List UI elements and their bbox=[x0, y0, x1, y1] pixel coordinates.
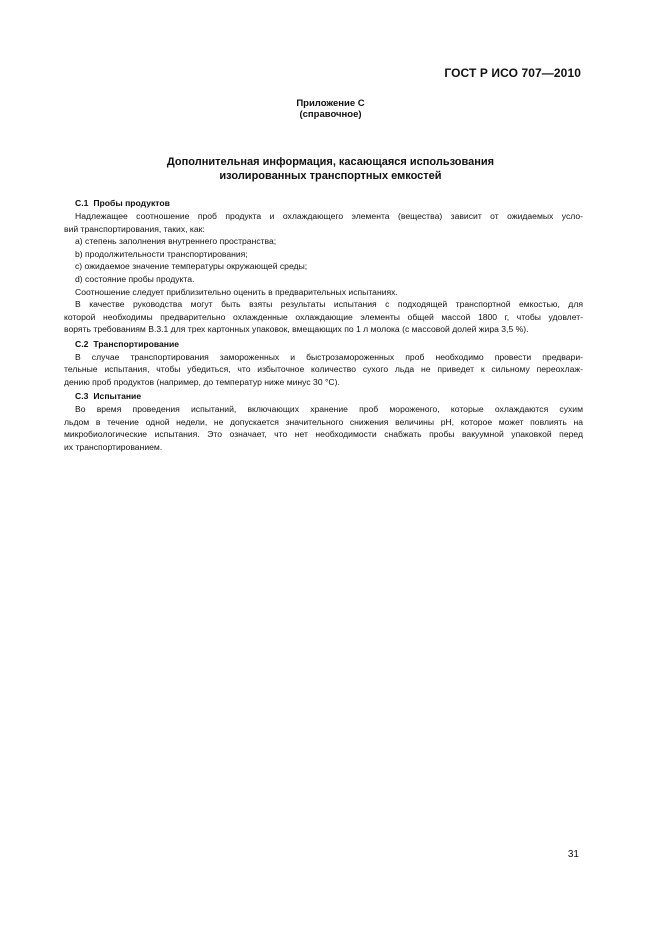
document-title-line-1: Дополнительная информация, касающаяся использования bbox=[166, 156, 495, 168]
text-line: Во время проведения испытаний, включающих хранение проб мороженого, которые охлаждаются сухим bbox=[75, 404, 583, 414]
text-line: Надлежащее соотношение проб продукта и охлаждающего элемента (вещества) зависит от ожидаемых усло- bbox=[75, 211, 583, 222]
annex-subtitle: (справочное) bbox=[299, 109, 362, 120]
text-line: Соотношение следует приблизительно оценить в предварительных испытаниях. bbox=[75, 286, 398, 297]
text-line: льдом в течение одной недели, не допускается значительного снижения величины pH, которое может повлиять на bbox=[64, 416, 583, 427]
section-title: Транспортирование bbox=[93, 338, 180, 349]
document-title-line-2: изолированных транспортных емкостей bbox=[219, 170, 442, 182]
paragraph bbox=[64, 298, 583, 336]
text-line: ворять требованиям В.3.1 для трех картонных упаковок, вмещающих по 1 л молока (с массовой долей жира 3,5 %). bbox=[64, 324, 529, 335]
text-line: вий транспортирования, таких, как: bbox=[64, 223, 205, 234]
page-number: 31 bbox=[567, 849, 579, 860]
paragraph bbox=[64, 210, 583, 235]
section-number: С.1 bbox=[75, 198, 89, 208]
list-item: b) продолжительности транспортирования; bbox=[75, 248, 248, 259]
section-title: Пробы продуктов bbox=[93, 198, 170, 208]
standard-code: ГОСТ Р ИСО 707—2010 bbox=[444, 66, 581, 80]
annex-heading bbox=[0, 98, 661, 120]
document-body bbox=[64, 197, 583, 453]
list-item: d) состояние пробы продукта. bbox=[75, 274, 195, 285]
section-heading-c3 bbox=[75, 390, 583, 403]
text-line: которой необходимы предварительно охлажденные охлаждающие элементы общей массой 1800 г, чтобы удовлет- bbox=[64, 311, 583, 322]
text-line: дению проб продуктов (например, до температур ниже минус 30 °С). bbox=[64, 376, 340, 387]
annex-title: Приложение С bbox=[296, 98, 365, 109]
document-title bbox=[0, 155, 661, 183]
section-number: С.3 bbox=[75, 390, 89, 401]
section-title: Испытание bbox=[93, 390, 142, 401]
paragraph bbox=[64, 403, 583, 453]
section-number: С.2 bbox=[75, 338, 89, 349]
list-item: с) ожидаемое значение температуры окружающей среды; bbox=[75, 261, 308, 272]
text-line: В качестве руководства могут быть взяты результаты испытания с подходящей транспортной емкостью, для bbox=[75, 299, 583, 310]
section-heading-c1 bbox=[75, 197, 583, 210]
paragraph bbox=[64, 351, 583, 389]
text-line: микробиологические испытания. Это означает, что нет необходимости снабжать пробы вакуумной упаковкой перед bbox=[64, 429, 583, 440]
paragraph bbox=[75, 286, 583, 299]
text-line: тельные испытания, чтобы убедиться, что избыточное количество сухого льда не приведет к сильному переохлаж- bbox=[64, 364, 583, 375]
text-line: В случае транспортирования замороженных и быстрозамороженных проб необходимо провести предвари- bbox=[75, 351, 583, 362]
section-heading-c2 bbox=[75, 338, 583, 351]
conditions-list bbox=[75, 235, 583, 285]
text-line: их транспортированием. bbox=[64, 441, 163, 452]
list-item: а) степень заполнения внутреннего пространства; bbox=[75, 236, 277, 247]
